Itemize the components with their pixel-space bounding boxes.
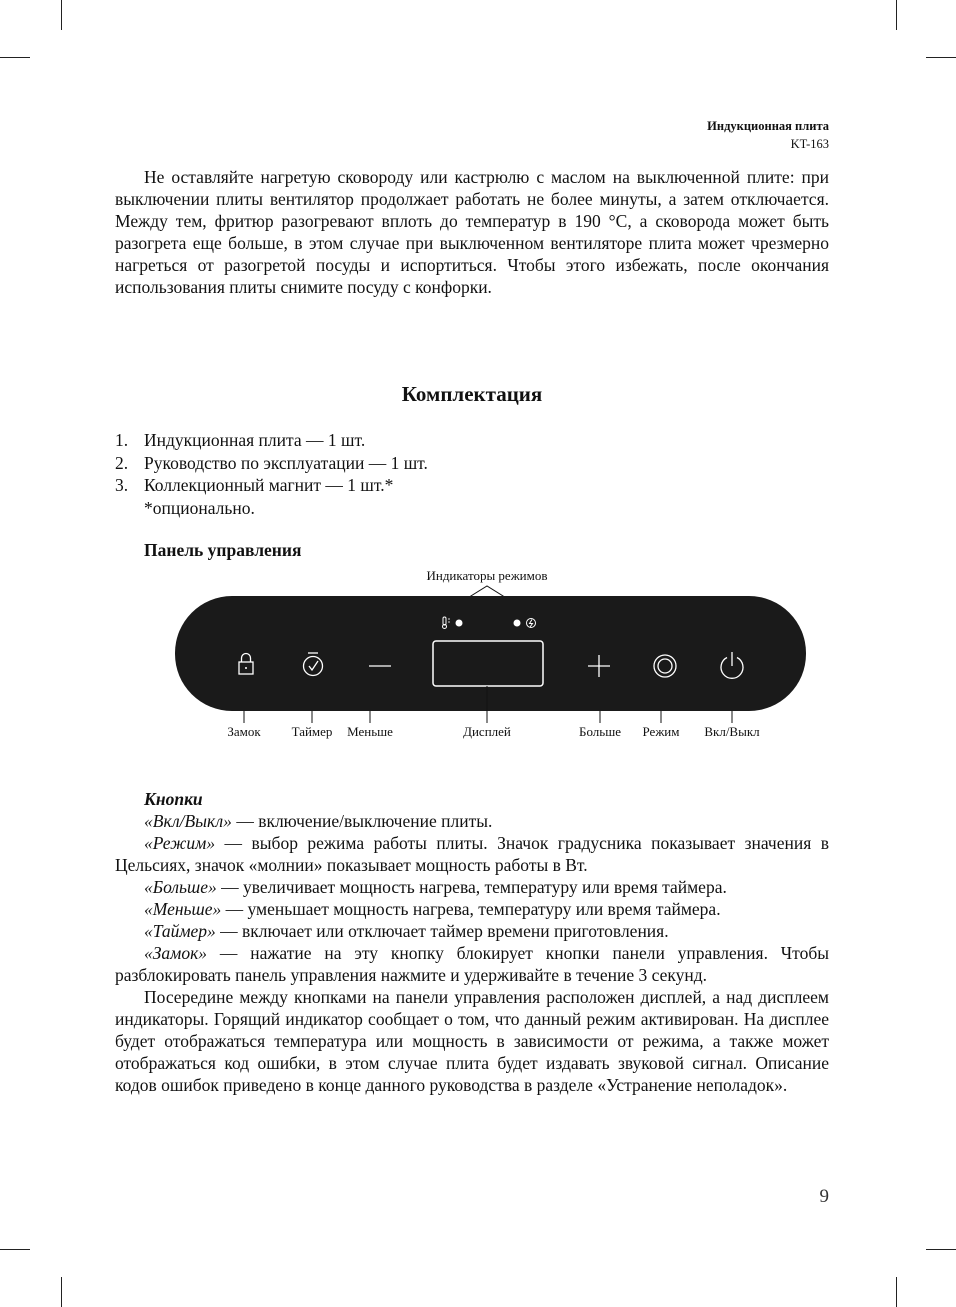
buttons-section	[115, 788, 829, 1096]
crop-mark	[926, 57, 956, 58]
power-indicator-dot	[514, 620, 521, 627]
indicators-label: Индикаторы режимов	[426, 568, 548, 583]
button-description	[115, 832, 829, 876]
button-desc: — увеличивает мощность нагрева, температуру или время таймера.	[216, 877, 727, 897]
crop-mark	[61, 1277, 62, 1307]
list-item-text: Индукционная плита — 1 шт.	[144, 430, 366, 450]
list-item-number: 2.	[115, 452, 129, 473]
temperature-indicator-dot	[456, 620, 463, 627]
crop-mark	[0, 1249, 30, 1250]
button-description	[115, 810, 829, 832]
crop-mark	[0, 57, 30, 58]
crop-mark	[896, 0, 897, 30]
list-item-text: Руководство по эксплуатации — 1 шт.	[144, 452, 428, 473]
list-item	[115, 474, 428, 497]
label-mode: Режим	[642, 724, 680, 739]
header-product: Индукционная плита	[707, 119, 829, 133]
buttons-subheading: Кнопки	[144, 789, 203, 809]
crop-mark	[61, 0, 62, 30]
running-header	[707, 117, 829, 153]
list-item-text: Коллекционный магнит — 1 шт.*	[144, 475, 394, 495]
button-desc: — нажатие на эту кнопку блокирует кнопки панели управления. Чтобы разблокировать панель управления нажмите и удерживайте в течение 3 секунд.	[115, 943, 829, 985]
kit-note: *опционально.	[144, 497, 255, 518]
button-term: «Меньше»	[144, 899, 222, 919]
list-item	[115, 429, 428, 452]
intro-paragraph	[115, 166, 829, 298]
list-item	[115, 452, 428, 475]
list-item-number: 1.	[115, 430, 129, 450]
page-number: 9	[819, 1186, 829, 1207]
control-panel-diagram	[0, 560, 956, 750]
intro-text: Не оставляйте нагретую сковороду или кастрюлю с маслом на выключенной плите: при выключении плиты вентилятор продолжает работать не более минуты, а затем отключается. Между тем, фритюр разогревают вплоть до температур в 190 °С, а сковорода может быть разогрета еще больше, в этом случае при выключенном вентиляторе плита может чрезмерно нагреться от разогретой посуды и испортиться. Чтобы этого избежать, после окончания использования плиты снимите посуду с конфорки.	[115, 167, 829, 297]
button-description	[115, 876, 829, 898]
label-plus: Больше	[579, 724, 621, 739]
label-minus: Меньше	[347, 724, 393, 739]
button-desc: — включает или отключает таймер времени приготовления.	[215, 921, 669, 941]
button-description	[115, 920, 829, 942]
button-term: «Вкл/Выкл»	[144, 811, 232, 831]
panel-body	[175, 596, 806, 711]
label-timer: Таймер	[291, 724, 333, 739]
panel-title: Панель управления	[144, 540, 302, 560]
crop-mark	[896, 1277, 897, 1307]
section-title-kit: Комплектация	[401, 382, 543, 406]
button-description	[115, 898, 829, 920]
button-description	[115, 942, 829, 986]
label-lock: Замок	[227, 724, 261, 739]
button-desc: — уменьшает мощность нагрева, температуру или время таймера.	[221, 899, 721, 919]
kit-list	[115, 429, 428, 519]
button-term: «Режим»	[144, 833, 216, 853]
button-term: «Замок»	[144, 943, 208, 963]
label-power: Вкл/Выкл	[704, 724, 760, 739]
label-display: Дисплей	[463, 724, 511, 739]
crop-mark	[926, 1249, 956, 1250]
button-term: «Таймер»	[144, 921, 216, 941]
button-desc: — включение/выключение плиты.	[231, 811, 493, 831]
header-model: KT-163	[790, 137, 829, 151]
button-desc: — выбор режима работы плиты. Значок градусника показывает значения в Цельсиях, значок «молнии» показывает мощность работы в Вт.	[115, 833, 829, 875]
closing-paragraph: Посередине между кнопками на панели управления расположен дисплей, а над дисплеем индикаторы. Горящий индикатор сообщает о том, что данный режим активирован. На дисплее будет отображаться температура или мощность в зависимости от режима, а также может отображаться код ошибки, в этом случае плита будет издавать звуковой сигнал. Описание кодов ошибок приведено в конце данного руководства в разделе «Устранение неполадок».	[115, 987, 829, 1095]
list-item-number: 3.	[115, 475, 129, 495]
button-term: «Больше»	[144, 877, 217, 897]
